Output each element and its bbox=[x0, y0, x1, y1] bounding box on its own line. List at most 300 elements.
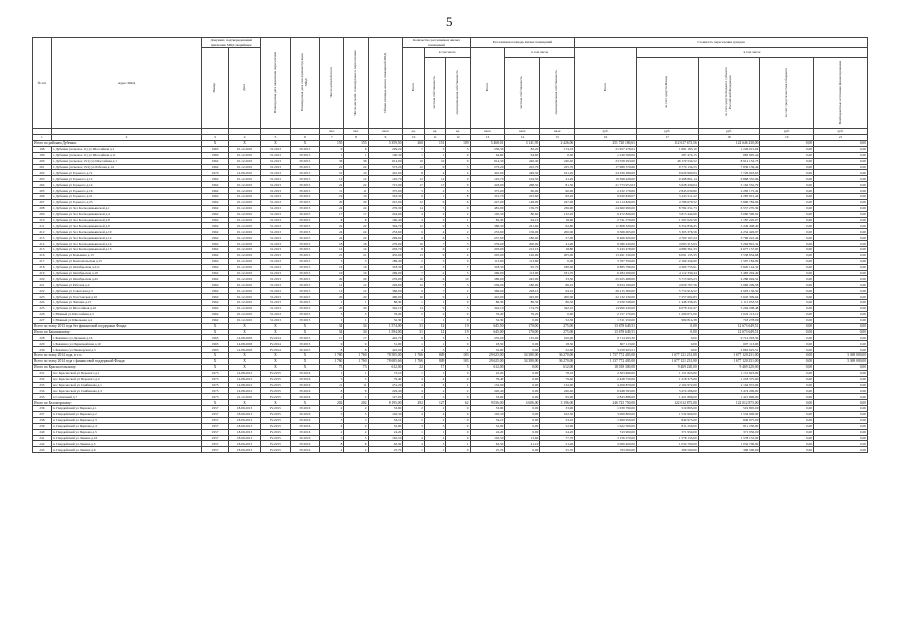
summary-cell: 34 bbox=[344, 323, 368, 329]
row-cell: 212,16 bbox=[505, 247, 540, 253]
row-cell: 180,00 bbox=[505, 235, 540, 241]
row-cell: 0,00 bbox=[505, 429, 540, 435]
summary-cell: 1 760 bbox=[344, 358, 368, 364]
row-cell: 1 bbox=[446, 217, 470, 223]
row-cell: 1 bbox=[320, 152, 344, 158]
row-address: п. Гвардейский ул Первова д.2 bbox=[51, 411, 201, 417]
row-cell: 01.12.2010 bbox=[228, 211, 260, 217]
row-cell: 12 bbox=[344, 288, 368, 294]
row-cell: 113,80 bbox=[505, 258, 540, 264]
summary-cell: 612,00 bbox=[368, 364, 403, 370]
row-cell: 12 bbox=[344, 176, 368, 182]
row-number: 224 bbox=[33, 300, 52, 306]
row-cell: 3 bbox=[320, 258, 344, 264]
row-cell: 0,00 bbox=[760, 252, 814, 258]
row-cell: 25,70 bbox=[470, 447, 505, 453]
row-address: г. Дубенки ул Зол Космодемьянской д.10 bbox=[51, 229, 201, 235]
row-cell: 9 bbox=[424, 164, 445, 170]
row-cell: 95,00 bbox=[540, 394, 575, 400]
row-number: 225 bbox=[33, 305, 52, 311]
header-area-total: Всего bbox=[470, 48, 505, 129]
row-cell: 21 bbox=[344, 252, 368, 258]
row-cell: 220,40 bbox=[540, 388, 575, 394]
column-number: 5 bbox=[261, 135, 291, 141]
summary-cell: X bbox=[261, 323, 291, 329]
row-cell: IV.2015 bbox=[261, 370, 291, 376]
row-cell: 3 bbox=[424, 423, 445, 429]
row-address: г. Бакшино ул Дальняя д.16 bbox=[51, 335, 201, 341]
row-cell: 1 022 113,12 bbox=[698, 311, 760, 317]
row-cell: 0,00 bbox=[505, 423, 540, 429]
row-number: 236 bbox=[33, 406, 52, 412]
row-cell: IV.2015 bbox=[290, 264, 320, 270]
row-cell: 19 bbox=[320, 194, 344, 200]
row-number: 234 bbox=[33, 388, 52, 394]
row-cell: 4 065 315,63 bbox=[636, 241, 698, 247]
row-cell: 13,60 bbox=[505, 435, 540, 441]
header-cost-fund: за счет средств Фонда bbox=[636, 58, 698, 129]
row-cell: 8 466 620,00 bbox=[575, 235, 637, 241]
row-cell: 6 885 796,00 bbox=[575, 264, 637, 270]
row-cell: 1 534 900,00 bbox=[636, 411, 698, 417]
row-address: г. Дубенки ул Рабочая д.2 bbox=[51, 282, 201, 288]
summary-cell: 1 677 120 231,00 bbox=[698, 353, 760, 359]
summary-cell: 1 677 121 231,00 bbox=[636, 358, 698, 364]
row-cell: 12 bbox=[320, 288, 344, 294]
row-cell: 342,10 bbox=[470, 305, 505, 311]
row-cell: 0,00 bbox=[760, 300, 814, 306]
summary-cell: 12 bbox=[424, 329, 445, 335]
summary-cell: 170,00 bbox=[505, 329, 540, 335]
row-cell: 4 bbox=[403, 388, 424, 394]
row-cell: 12 bbox=[320, 176, 344, 182]
row-cell: 205,00 bbox=[540, 252, 575, 258]
row-cell: 0,00 bbox=[814, 252, 868, 258]
summary-cell: X bbox=[228, 400, 260, 406]
row-cell: 0,00 bbox=[814, 217, 868, 223]
row-cell: 64,10 bbox=[540, 288, 575, 294]
row-cell: 86,30 bbox=[470, 300, 505, 306]
row-cell: 5 294 208,48 bbox=[698, 305, 760, 311]
row-cell: 2 bbox=[424, 406, 445, 412]
row-cell: IV.2015 bbox=[290, 199, 320, 205]
row-number: 218 bbox=[33, 264, 52, 270]
row-cell: 01.12.2010 bbox=[228, 205, 260, 211]
row-cell: 269,00 bbox=[470, 270, 505, 276]
row-cell: 6 bbox=[446, 199, 470, 205]
row-cell: 4 bbox=[344, 423, 368, 429]
row-cell: 245,00 bbox=[505, 276, 540, 282]
row-cell: 999 814,38 bbox=[636, 317, 698, 323]
column-number: 2 bbox=[51, 135, 201, 141]
row-cell: 883 695,44 bbox=[698, 152, 760, 158]
row-number: 241 bbox=[33, 435, 52, 441]
column-number: 1 bbox=[33, 135, 52, 141]
row-cell: 0,00 bbox=[814, 211, 868, 217]
row-cell: 4 254 426,97 bbox=[698, 229, 760, 235]
row-cell: 1960 bbox=[202, 152, 229, 158]
row-cell: 14.08.2003 bbox=[228, 347, 260, 353]
row-cell: 80,60 bbox=[505, 211, 540, 217]
row-number: 214 bbox=[33, 241, 52, 247]
header-cost-region: за счет средств бюджета субъекта Российской Федерации bbox=[698, 58, 760, 129]
row-cell: 0 bbox=[446, 370, 470, 376]
row-cell: IV.2015 bbox=[261, 411, 291, 417]
row-number: 212 bbox=[33, 229, 52, 235]
row-number: 200 bbox=[33, 158, 52, 164]
row-number: 217 bbox=[33, 258, 52, 264]
row-cell: 104,50 bbox=[505, 176, 540, 182]
row-cell: 31.2013 bbox=[261, 217, 291, 223]
row-cell: 17 bbox=[403, 182, 424, 188]
row-cell: IV.2015 bbox=[261, 435, 291, 441]
row-number: 227 bbox=[33, 317, 52, 323]
row-cell: 0,00 bbox=[814, 447, 868, 453]
row-cell: 5 628 439,04 bbox=[636, 182, 698, 188]
row-cell: 1 681 183,10 bbox=[636, 146, 698, 152]
row-cell: 6 948 593,00 bbox=[575, 388, 637, 394]
row-cell: 1 034 700,00 bbox=[636, 441, 698, 447]
row-cell: 519 895,00 bbox=[636, 406, 698, 412]
header-planned-date: Планируемая дата окончания переселения bbox=[261, 38, 291, 129]
row-cell: 268,50 bbox=[505, 182, 540, 188]
row-cell: 73,10 bbox=[368, 370, 403, 376]
summary-cell: X bbox=[202, 364, 229, 370]
row-cell: 21 957 276,61 bbox=[575, 146, 637, 152]
row-cell: 8 bbox=[344, 217, 368, 223]
row-cell: 371 950,00 bbox=[698, 429, 760, 435]
row-cell: 11 bbox=[320, 188, 344, 194]
row-cell: 418,00 bbox=[470, 182, 505, 188]
summary-cell: 34 380,00 bbox=[505, 353, 540, 359]
row-cell: 1 bbox=[403, 370, 424, 376]
summary-cell: 0,00 bbox=[814, 400, 868, 406]
row-cell: 62,50 bbox=[368, 441, 403, 447]
row-cell: IV.2015 bbox=[290, 188, 320, 194]
row-cell: 811 250,00 bbox=[698, 423, 760, 429]
row-address: п. Гвардейский ул Первова д.1 bbox=[51, 406, 201, 412]
header-cost-extra: Внебюджетные источники финансирования bbox=[814, 58, 868, 129]
row-cell: 24 356 289,00 bbox=[575, 170, 637, 176]
row-cell: 1 249 599,00 bbox=[575, 152, 637, 158]
summary-cell: 292 bbox=[403, 400, 424, 406]
row-cell: 5 249 408,40 bbox=[698, 223, 760, 229]
row-cell: 1 218 375,00 bbox=[698, 376, 760, 382]
row-address: г. Дубенки ул Зол Космодемьянской д.9 bbox=[51, 223, 201, 229]
row-cell: 180,00 bbox=[505, 282, 540, 288]
row-cell: IV.2015 bbox=[290, 223, 320, 229]
summary-cell: 251 720 180,61 bbox=[575, 141, 637, 147]
row-address: г. Дубенки ул Зол Космодемьянской д.15 bbox=[51, 247, 201, 253]
row-cell: 1957 bbox=[202, 417, 229, 423]
row-number: 239 bbox=[33, 423, 52, 429]
row-cell: 8 914 152,73 bbox=[698, 158, 760, 164]
row-cell: 8 bbox=[344, 441, 368, 447]
row-cell: 203,70 bbox=[368, 247, 403, 253]
header-area-private: частная собственность bbox=[505, 58, 540, 129]
summary-cell: X bbox=[228, 353, 260, 359]
row-cell: 225,60 bbox=[505, 194, 540, 200]
summary-cell: 34 380,00 bbox=[505, 358, 540, 364]
row-cell: 1 699 950,00 bbox=[575, 417, 637, 423]
summary-cell: 9 469 220,00 bbox=[698, 364, 760, 370]
row-cell: 22 bbox=[344, 223, 368, 229]
row-cell: IV.2015 bbox=[261, 423, 291, 429]
row-cell: 62,50 bbox=[470, 441, 505, 447]
row-cell: 01.12.2010 bbox=[228, 270, 260, 276]
row-cell: 20 bbox=[344, 294, 368, 300]
table-row bbox=[33, 447, 868, 453]
summary-cell: 0,00 bbox=[760, 141, 814, 147]
row-cell: 01.12.2010 bbox=[228, 188, 260, 194]
row-cell: IV.2015 bbox=[290, 300, 320, 306]
row-cell: 1962 bbox=[202, 247, 229, 253]
row-cell: 14.08.2003 bbox=[228, 335, 260, 341]
row-cell: 5 bbox=[344, 376, 368, 382]
row-cell: 52,00 bbox=[368, 423, 403, 429]
row-cell: 2 741 579,00 bbox=[575, 217, 637, 223]
row-cell: 0 bbox=[446, 176, 470, 182]
row-cell: 31.2013 bbox=[261, 146, 291, 152]
header-count-incl: в том числе bbox=[424, 48, 470, 58]
row-cell: 5 bbox=[320, 411, 344, 417]
row-cell: 276,30 bbox=[368, 205, 403, 211]
row-cell: 0,00 bbox=[814, 441, 868, 447]
summary-cell: X bbox=[290, 353, 320, 359]
row-cell: 1957 bbox=[202, 435, 229, 441]
row-cell: 20 bbox=[344, 199, 368, 205]
row-cell: IV.2015 bbox=[290, 247, 320, 253]
row-cell: 102,30 bbox=[540, 411, 575, 417]
row-cell: 0,00 bbox=[760, 317, 814, 323]
row-cell: 01.12.2010 bbox=[228, 288, 260, 294]
row-cell: 12 114 826,00 bbox=[575, 199, 637, 205]
row-cell: 410,00 bbox=[368, 170, 403, 176]
summary-cell: 34 bbox=[344, 329, 368, 335]
row-cell: 01.12.2010 bbox=[228, 294, 260, 300]
row-cell: 0,00 bbox=[760, 211, 814, 217]
row-cell: 174,70 bbox=[505, 305, 540, 311]
row-cell: 244,60 bbox=[368, 211, 403, 217]
row-cell: 181,70 bbox=[540, 270, 575, 276]
row-address: г. Южный ул Шоссейная д.5 bbox=[51, 311, 201, 317]
row-cell: 31.2013 bbox=[261, 300, 291, 306]
row-cell: 0,00 bbox=[814, 258, 868, 264]
row-cell: 3 bbox=[446, 335, 470, 341]
row-cell: 3 bbox=[320, 417, 344, 423]
row-cell: 0,00 bbox=[814, 294, 868, 300]
row-cell: 31.2013 bbox=[261, 176, 291, 182]
row-cell: 22 bbox=[320, 164, 344, 170]
summary-cell: X bbox=[202, 358, 229, 364]
summary-cell: 275,00 bbox=[540, 329, 575, 335]
row-cell: 0,00 bbox=[760, 258, 814, 264]
row-cell: 1 bbox=[344, 317, 368, 323]
summary-cell: 1 574,00 bbox=[368, 323, 403, 329]
row-cell: 0,00 bbox=[540, 152, 575, 158]
row-cell: 10 bbox=[403, 294, 424, 300]
row-cell: 2 bbox=[424, 211, 445, 217]
summary-cell: 1 760 bbox=[320, 358, 344, 364]
table-body bbox=[33, 141, 868, 453]
row-cell: 1957 bbox=[202, 429, 229, 435]
summary-cell: 5 468,01 bbox=[470, 141, 505, 147]
row-cell: 0,00 bbox=[760, 164, 814, 170]
row-cell: 4 bbox=[403, 211, 424, 217]
row-cell: IV.2016 bbox=[290, 394, 320, 400]
row-cell: 17 989 379,60 bbox=[575, 164, 637, 170]
summary-cell: 1 737 772 405,00 bbox=[575, 353, 637, 359]
row-cell: IV.2015 bbox=[290, 170, 320, 176]
row-cell: 229,22 bbox=[368, 146, 403, 152]
row-cell: 2 428 750,00 bbox=[575, 376, 637, 382]
row-cell: 1 bbox=[424, 370, 445, 376]
row-cell: IV.2015 bbox=[290, 311, 320, 317]
row-cell: 229,40 bbox=[368, 388, 403, 394]
row-cell: 3 896 784,96 bbox=[698, 199, 760, 205]
row-cell: 0,00 bbox=[505, 347, 540, 353]
summary-cell: 9 036,00 bbox=[470, 400, 505, 406]
row-cell: IV.2016 bbox=[290, 411, 320, 417]
row-cell: 31.2013 bbox=[261, 235, 291, 241]
row-cell: 8 bbox=[320, 217, 344, 223]
row-cell: 2 bbox=[424, 311, 445, 317]
row-cell: IV.2015 bbox=[290, 146, 320, 152]
row-cell: 22 bbox=[344, 182, 368, 188]
row-cell: 1 bbox=[403, 341, 424, 347]
column-number: 11 bbox=[424, 135, 445, 141]
row-cell: 0,00 bbox=[760, 370, 814, 376]
row-cell: 3 060 590,02 bbox=[698, 211, 760, 217]
row-cell: 31.2013 bbox=[261, 205, 291, 211]
row-cell: 0,00 bbox=[760, 447, 814, 453]
summary-cell: X bbox=[290, 358, 320, 364]
summary-cell: 275,00 bbox=[540, 323, 575, 329]
row-cell: 4 700 197,24 bbox=[636, 235, 698, 241]
row-cell: 0,00 bbox=[760, 341, 814, 347]
row-number: 213 bbox=[33, 235, 52, 241]
row-cell: 279,00 bbox=[368, 241, 403, 247]
row-cell: 240,40 bbox=[505, 158, 540, 164]
row-cell: 1962 bbox=[202, 270, 229, 276]
row-cell: 2 bbox=[320, 406, 344, 412]
summary-cell: 849 bbox=[424, 358, 445, 364]
row-cell: 26 215 300,00 bbox=[575, 288, 637, 294]
row-cell: 0,00 bbox=[505, 394, 540, 400]
row-cell: 0,00 bbox=[814, 170, 868, 176]
row-cell: 12 bbox=[424, 176, 445, 182]
row-cell: 225,70 bbox=[540, 164, 575, 170]
summary-cell: 3 369 000,00 bbox=[814, 358, 868, 364]
row-cell: 9 bbox=[446, 205, 470, 211]
row-cell: 36 bbox=[320, 158, 344, 164]
summary-cell: X bbox=[261, 329, 291, 335]
row-cell: 64,10 bbox=[505, 217, 540, 223]
row-cell: 2 bbox=[424, 417, 445, 423]
row-address: п. Гвардейский ул Первова д.5 bbox=[51, 429, 201, 435]
row-number: 198 bbox=[33, 146, 52, 152]
row-cell: 01.12.2010 bbox=[228, 276, 260, 282]
row-cell: 60,00 bbox=[505, 188, 540, 194]
row-cell: 2 bbox=[320, 429, 344, 435]
row-cell: 1962 bbox=[202, 282, 229, 288]
row-cell: 4 786 679,52 bbox=[636, 199, 698, 205]
row-cell: 366,00 bbox=[368, 288, 403, 294]
row-address: г. Южный ул Школьная д.4 bbox=[51, 317, 201, 323]
row-cell: 25,70 bbox=[368, 447, 403, 453]
row-cell: 127,00 bbox=[368, 394, 403, 400]
row-cell: 0,00 bbox=[760, 158, 814, 164]
row-cell: 0 bbox=[446, 152, 470, 158]
row-cell: 6 bbox=[344, 146, 368, 152]
summary-cell: 246 725 750,00 bbox=[575, 400, 637, 406]
row-cell: 1 421 896,00 bbox=[698, 394, 760, 400]
row-cell: 3 bbox=[446, 223, 470, 229]
row-cell: 31.2013 bbox=[261, 164, 291, 170]
row-cell: 5 bbox=[446, 270, 470, 276]
row-cell: 5 bbox=[446, 305, 470, 311]
row-cell: 0,00 bbox=[505, 406, 540, 412]
summary-cell: 0,00 bbox=[505, 364, 540, 370]
row-number: 243 bbox=[33, 447, 52, 453]
row-cell: 849 975,00 bbox=[636, 417, 698, 423]
row-cell: 113,00 bbox=[505, 270, 540, 276]
row-cell: IV.2015 bbox=[261, 376, 291, 382]
row-cell: 0,00 bbox=[760, 188, 814, 194]
row-cell: 156,00 bbox=[505, 229, 540, 235]
row-cell: 0,00 bbox=[760, 282, 814, 288]
row-cell: 01.12.2010 bbox=[228, 282, 260, 288]
row-cell: 1 bbox=[403, 429, 424, 435]
row-cell: 76,20 bbox=[368, 311, 403, 317]
row-cell: 86,30 bbox=[540, 300, 575, 306]
row-cell: 1962 bbox=[202, 217, 229, 223]
row-cell: 81,50 bbox=[540, 182, 575, 188]
summary-cell: X bbox=[290, 400, 320, 406]
row-cell: 7 bbox=[424, 288, 445, 294]
row-cell: 0,00 bbox=[760, 182, 814, 188]
row-cell: 3 bbox=[446, 235, 470, 241]
row-cell: IV.2015 bbox=[261, 382, 291, 388]
row-cell: 1 bbox=[424, 447, 445, 453]
row-cell: 3 bbox=[446, 164, 470, 170]
row-cell: 20 bbox=[344, 305, 368, 311]
row-cell: 20 bbox=[344, 276, 368, 282]
row-cell: 0,00 bbox=[814, 282, 868, 288]
row-cell: 14 bbox=[403, 205, 424, 211]
row-cell: 01.12.2010 bbox=[228, 164, 260, 170]
row-cell: 1 448 336,45 bbox=[636, 300, 698, 306]
row-cell: 0,00 bbox=[760, 441, 814, 447]
row-cell: 01.12.2010 bbox=[228, 235, 260, 241]
row-cell: 0 bbox=[446, 182, 470, 188]
row-cell: 1 111 053,55 bbox=[698, 300, 760, 306]
row-cell: 0,00 bbox=[760, 347, 814, 353]
row-cell: 4 689 361,33 bbox=[636, 247, 698, 253]
row-cell: 410,00 bbox=[470, 170, 505, 176]
row-cell: IV.2015 bbox=[290, 282, 320, 288]
row-cell: 18.09.2013 bbox=[228, 447, 260, 453]
row-cell: 6 bbox=[424, 235, 445, 241]
row-cell: 0,00 bbox=[814, 388, 868, 394]
summary-cell: 12 673 649,51 bbox=[698, 329, 760, 335]
row-cell: 5 bbox=[403, 188, 424, 194]
row-cell: 1975 bbox=[202, 394, 229, 400]
column-number: 3 bbox=[202, 135, 229, 141]
row-cell: 52,00 bbox=[540, 423, 575, 429]
row-cell: 269,00 bbox=[368, 270, 403, 276]
row-cell: 0 bbox=[446, 429, 470, 435]
